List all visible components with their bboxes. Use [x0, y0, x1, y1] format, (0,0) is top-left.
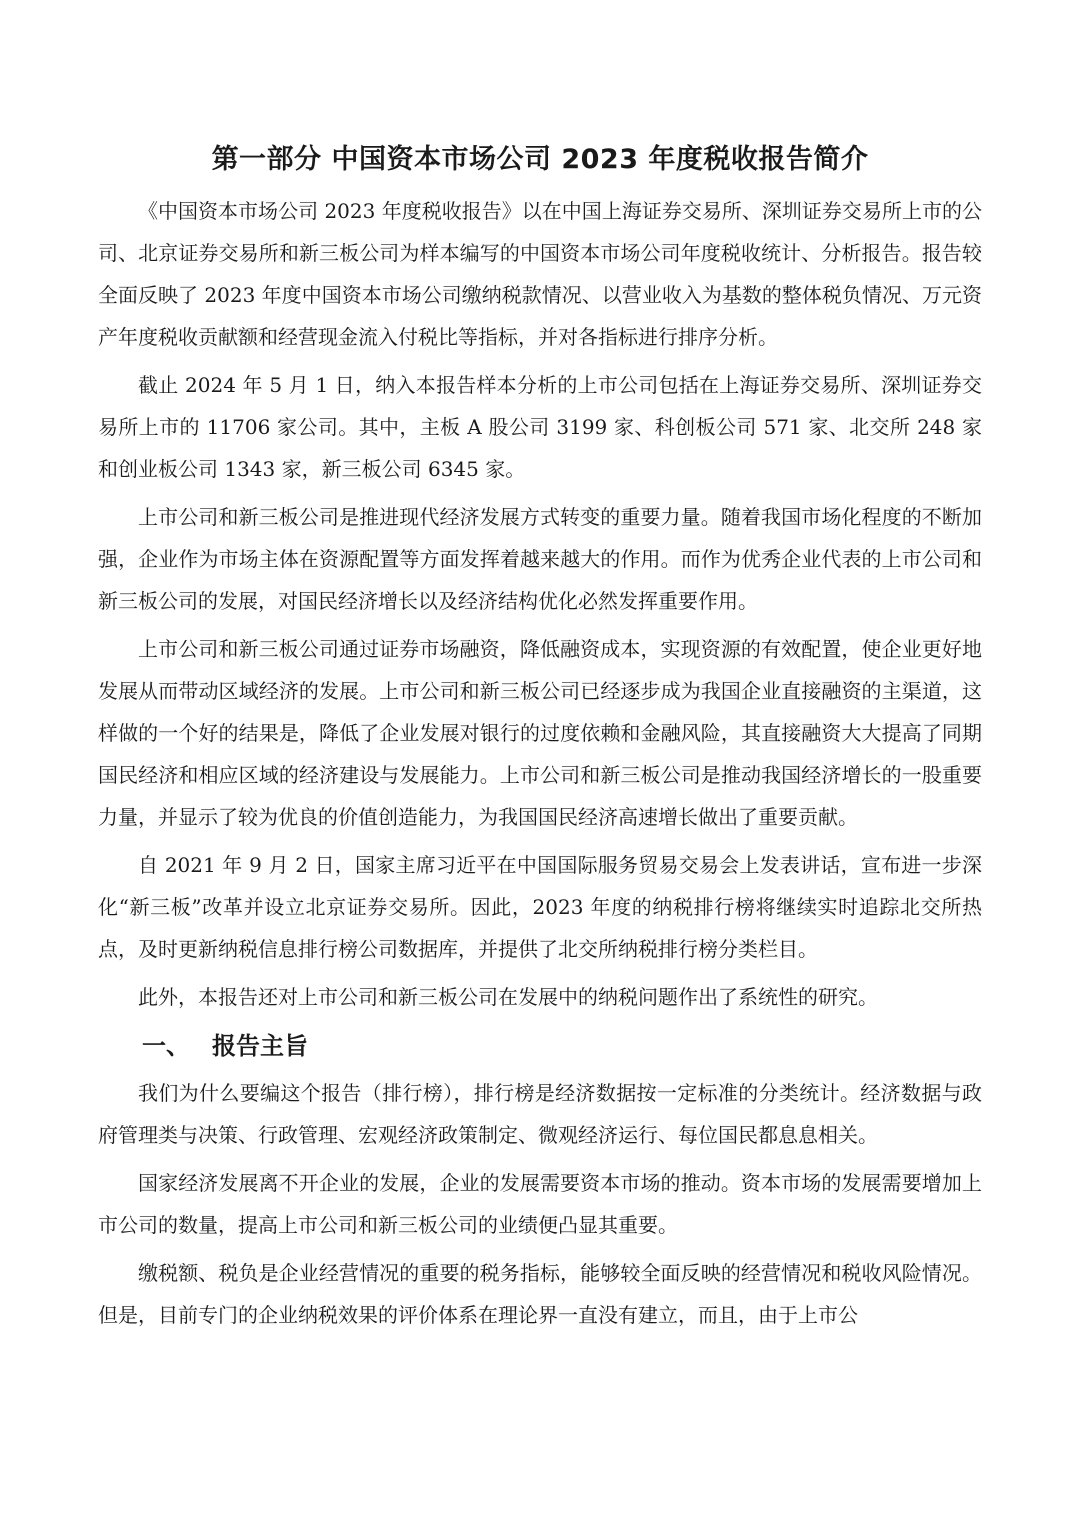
bse-paragraph: 自 2021 年 9 月 2 日，国家主席习近平在中国国际服务贸易交易会上发表讲话，宣布进一步深化“新三板”改革并设立北京证券交易所。因此，2023 年度的纳税排行榜将继续实时追踪北交所热点，及时更新纳税信息排行榜公司数据库，并提供了北交所纳税排行榜分类栏目。	[98, 853, 982, 961]
sample-scope-paragraph: 截止 2024 年 5 月 1 日，纳入本报告样本分析的上市公司包括在上海证券交易所、深圳证券交易所上市的 11706 家公司。其中，主板 A 股公司 3199 家、科创板公司 571 家、北交所 248 家和创业板公司 1343 家，新三板公司 6345 家。	[98, 373, 982, 481]
importance-paragraph: 上市公司和新三板公司是推进现代经济发展方式转变的重要力量。随着我国市场化程度的不断加强，企业作为市场主体在资源配置等方面发挥着越来越大的作用。而作为优秀企业代表的上市公司和新三板公司的发展，对国民经济增长以及经济结构优化必然发挥重要作用。	[98, 505, 982, 613]
section-number: 一、	[142, 1032, 190, 1060]
development-paragraph: 国家经济发展离不开企业的发展，企业的发展需要资本市场的推动。资本市场的发展需要增加上市公司的数量，提高上市公司和新三板公司的业绩便凸显其重要。	[98, 1171, 982, 1237]
tax-indicator-paragraph: 缴税额、税负是企业经营情况的重要的税务指标，能够较全面反映的经营情况和税收风险情况。但是，目前专门的企业纳税效果的评价体系在理论界一直没有建立，而且，由于上市公	[98, 1261, 982, 1327]
financing-paragraph: 上市公司和新三板公司通过证券市场融资，降低融资成本，实现资源的有效配置，使企业更好地发展从而带动区域经济的发展。上市公司和新三板公司已经逐步成为我国企业直接融资的主渠道，这样做的一个好的结果是，降低了企业发展对银行的过度依赖和金融风险，其直接融资大大提高了同期国民经济和相应区域的经济建设与发展能力。上市公司和新三板公司是推动我国经济增长的一股重要力量，并显示了较为优良的价值创造能力，为我国国民经济高速增长做出了重要贡献。	[98, 637, 982, 829]
purpose-paragraph: 我们为什么要编这个报告（排行榜），排行榜是经济数据按一定标准的分类统计。经济数据与政府管理类与决策、行政管理、宏观经济政策制定、微观经济运行、每位国民都息息相关。	[98, 1081, 982, 1147]
section-heading	[98, 1024, 982, 1068]
research-paragraph: 此外，本报告还对上市公司和新三板公司在发展中的纳税问题作出了系统性的研究。	[138, 985, 878, 1009]
page-title: 第一部分 中国资本市场公司 2023 年度税收报告简介	[211, 144, 869, 175]
section-title: 报告主旨	[212, 1032, 308, 1060]
intro-paragraph: 《中国资本市场公司 2023 年度税收报告》以在中国上海证券交易所、深圳证券交易所上市的公司、北京证券交易所和新三板公司为样本编写的中国资本市场公司年度税收统计、分析报告。报告较全面反映了 2023 年度中国资本市场公司缴纳税款情况、以营业收入为基数的整体税负情况、万元资产年度税收贡献额和经营现金流入付税比等指标，并对各指标进行排序分析。	[98, 199, 982, 349]
